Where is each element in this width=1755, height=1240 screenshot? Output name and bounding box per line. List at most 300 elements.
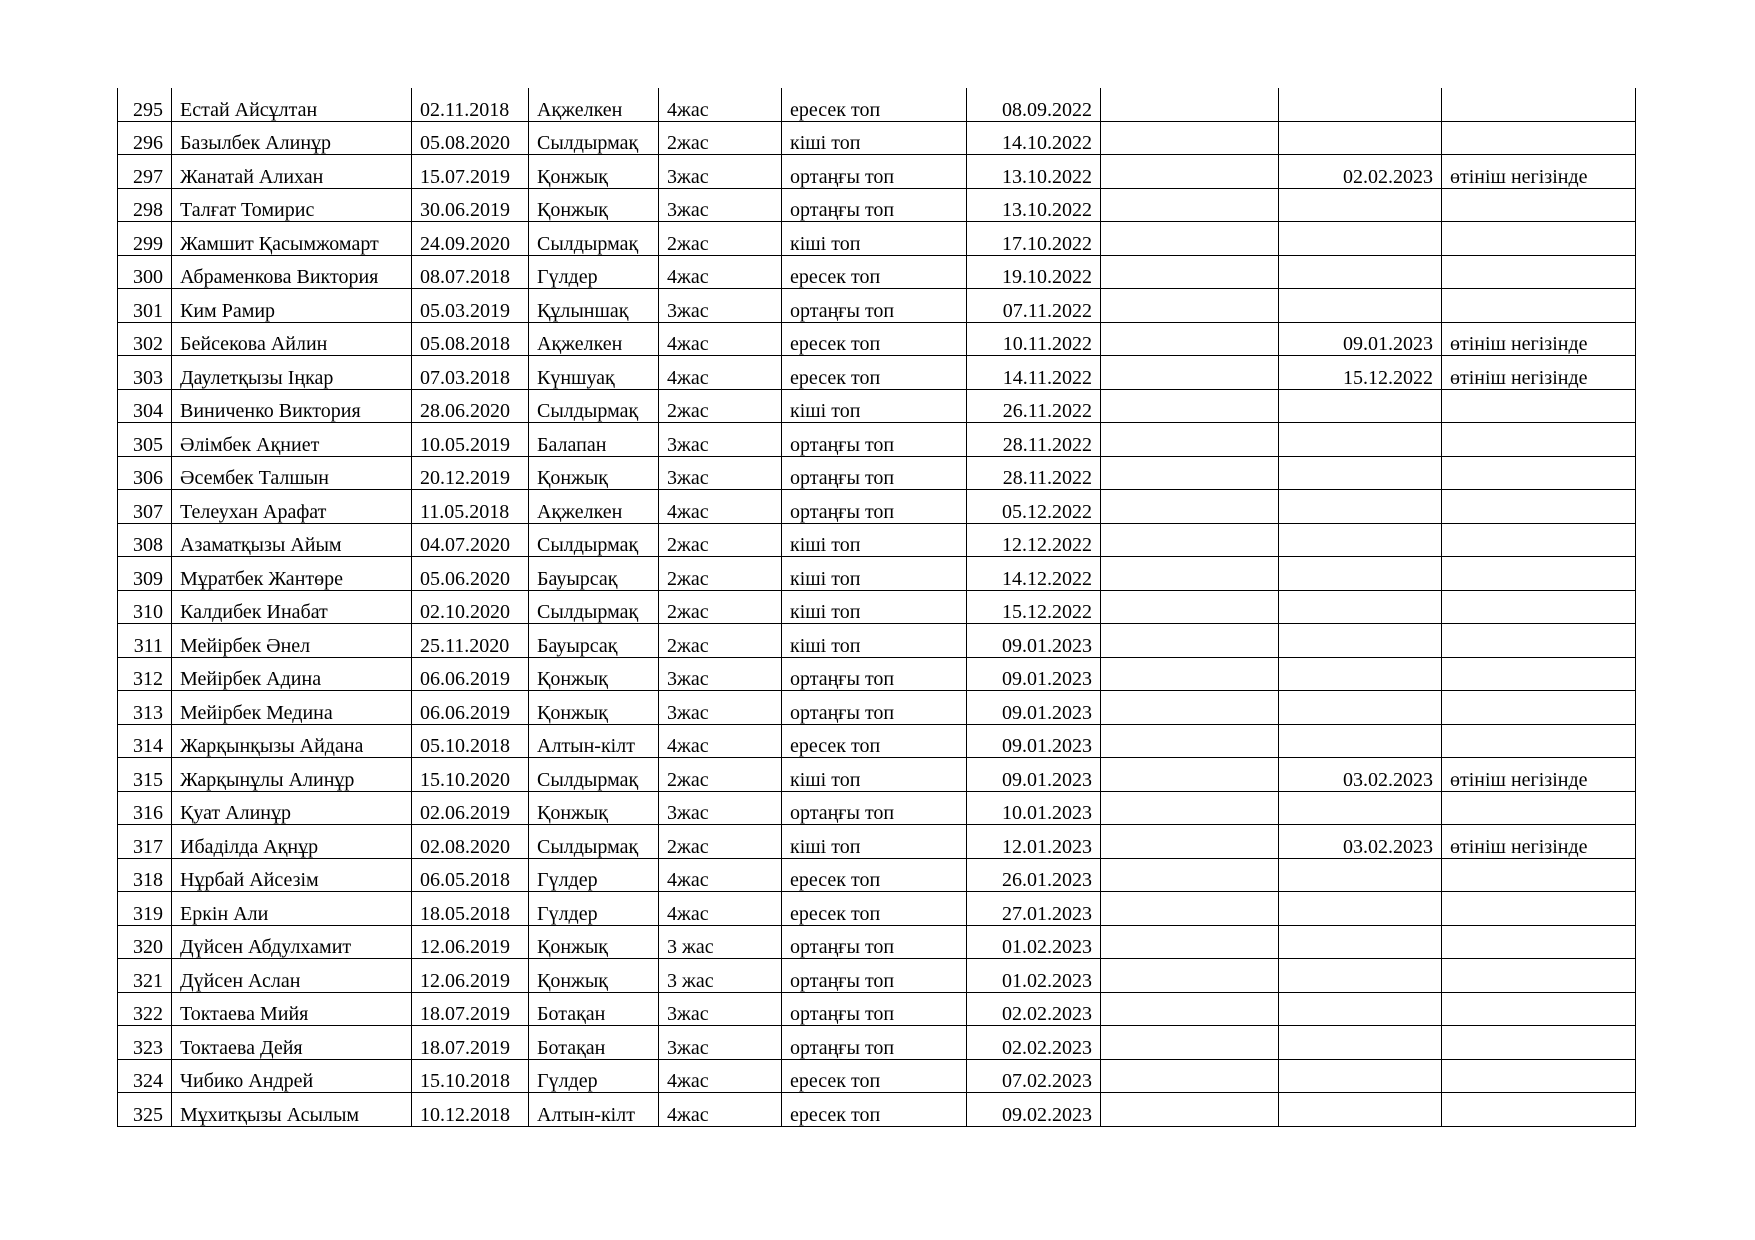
group-level: ортаңғы топ bbox=[782, 791, 967, 825]
group-name: Қонжық bbox=[529, 155, 659, 189]
row-number: 318 bbox=[118, 858, 172, 892]
leave-reason bbox=[1442, 1026, 1636, 1060]
leave-reason bbox=[1442, 925, 1636, 959]
group-level: ересек топ bbox=[782, 858, 967, 892]
row-number: 308 bbox=[118, 523, 172, 557]
leave-date: 03.02.2023 bbox=[1279, 758, 1442, 792]
group-level: ортаңғы топ bbox=[782, 959, 967, 993]
enrollment-date: 26.01.2023 bbox=[967, 858, 1101, 892]
table-row bbox=[118, 121, 1636, 155]
leave-date bbox=[1279, 423, 1442, 457]
leave-date bbox=[1279, 1093, 1442, 1127]
age: 3жас bbox=[659, 791, 782, 825]
empty-cell bbox=[1101, 1093, 1279, 1127]
table-row bbox=[118, 892, 1636, 926]
group-name: Сылдырмақ bbox=[529, 825, 659, 859]
child-name: Естай Айсұлтан bbox=[172, 88, 412, 121]
child-name: Абраменкова Виктория bbox=[172, 255, 412, 289]
table-row bbox=[118, 222, 1636, 256]
leave-reason bbox=[1442, 121, 1636, 155]
enrollment-table bbox=[117, 88, 1636, 1127]
group-level: ересек топ bbox=[782, 88, 967, 121]
enrollment-date: 09.02.2023 bbox=[967, 1093, 1101, 1127]
birth-date: 18.07.2019 bbox=[412, 1026, 529, 1060]
child-name: Дүйсен Абдулхамит bbox=[172, 925, 412, 959]
enrollment-date: 19.10.2022 bbox=[967, 255, 1101, 289]
group-level: кіші топ bbox=[782, 624, 967, 658]
birth-date: 18.05.2018 bbox=[412, 892, 529, 926]
group-level: кіші топ bbox=[782, 825, 967, 859]
birth-date: 10.12.2018 bbox=[412, 1093, 529, 1127]
empty-cell bbox=[1101, 724, 1279, 758]
empty-cell bbox=[1101, 88, 1279, 121]
child-name: Виниченко Виктория bbox=[172, 389, 412, 423]
age: 4жас bbox=[659, 356, 782, 390]
leave-reason: өтініш негізінде bbox=[1442, 322, 1636, 356]
table-row bbox=[118, 557, 1636, 591]
leave-date: 03.02.2023 bbox=[1279, 825, 1442, 859]
table-row bbox=[118, 389, 1636, 423]
birth-date: 05.03.2019 bbox=[412, 289, 529, 323]
leave-reason bbox=[1442, 624, 1636, 658]
leave-date bbox=[1279, 557, 1442, 591]
enrollment-date: 28.11.2022 bbox=[967, 423, 1101, 457]
child-name: Ибаділда Ақнұр bbox=[172, 825, 412, 859]
table-row bbox=[118, 590, 1636, 624]
group-level: ортаңғы топ bbox=[782, 490, 967, 524]
child-name: Азаматқызы Айым bbox=[172, 523, 412, 557]
age: 2жас bbox=[659, 590, 782, 624]
leave-date bbox=[1279, 1026, 1442, 1060]
child-name: Даулетқызы Іңкар bbox=[172, 356, 412, 390]
child-name: Калдибек Инабат bbox=[172, 590, 412, 624]
leave-reason: өтініш негізінде bbox=[1442, 356, 1636, 390]
row-number: 316 bbox=[118, 791, 172, 825]
empty-cell bbox=[1101, 255, 1279, 289]
age: 3жас bbox=[659, 1026, 782, 1060]
enrollment-date: 09.01.2023 bbox=[967, 724, 1101, 758]
empty-cell bbox=[1101, 322, 1279, 356]
age: 2жас bbox=[659, 523, 782, 557]
birth-date: 05.08.2020 bbox=[412, 121, 529, 155]
row-number: 307 bbox=[118, 490, 172, 524]
empty-cell bbox=[1101, 657, 1279, 691]
leave-date bbox=[1279, 188, 1442, 222]
age: 4жас bbox=[659, 892, 782, 926]
leave-date bbox=[1279, 389, 1442, 423]
birth-date: 15.07.2019 bbox=[412, 155, 529, 189]
group-name: Бауырсақ bbox=[529, 624, 659, 658]
child-name: Еркін Али bbox=[172, 892, 412, 926]
child-name: Мұхитқызы Асылым bbox=[172, 1093, 412, 1127]
row-number: 300 bbox=[118, 255, 172, 289]
row-number: 309 bbox=[118, 557, 172, 591]
enrollment-date: 17.10.2022 bbox=[967, 222, 1101, 256]
leave-date bbox=[1279, 1059, 1442, 1093]
birth-date: 11.05.2018 bbox=[412, 490, 529, 524]
enrollment-date: 05.12.2022 bbox=[967, 490, 1101, 524]
group-level: ортаңғы топ bbox=[782, 1026, 967, 1060]
group-level: ортаңғы топ bbox=[782, 188, 967, 222]
leave-date bbox=[1279, 289, 1442, 323]
row-number: 320 bbox=[118, 925, 172, 959]
enrollment-date: 10.01.2023 bbox=[967, 791, 1101, 825]
enrollment-date: 15.12.2022 bbox=[967, 590, 1101, 624]
child-name: Токтаева Дейя bbox=[172, 1026, 412, 1060]
row-number: 317 bbox=[118, 825, 172, 859]
birth-date: 30.06.2019 bbox=[412, 188, 529, 222]
row-number: 303 bbox=[118, 356, 172, 390]
table-row bbox=[118, 1059, 1636, 1093]
table-row bbox=[118, 992, 1636, 1026]
group-name: Ақжелкен bbox=[529, 88, 659, 121]
age: 3жас bbox=[659, 289, 782, 323]
group-name: Ботақан bbox=[529, 992, 659, 1026]
leave-date bbox=[1279, 222, 1442, 256]
empty-cell bbox=[1101, 389, 1279, 423]
group-name: Сылдырмақ bbox=[529, 590, 659, 624]
table-row bbox=[118, 1093, 1636, 1127]
enrollment-date: 09.01.2023 bbox=[967, 691, 1101, 725]
leave-reason bbox=[1442, 557, 1636, 591]
leave-date bbox=[1279, 892, 1442, 926]
group-name: Балапан bbox=[529, 423, 659, 457]
birth-date: 08.07.2018 bbox=[412, 255, 529, 289]
leave-reason bbox=[1442, 992, 1636, 1026]
row-number: 314 bbox=[118, 724, 172, 758]
empty-cell bbox=[1101, 624, 1279, 658]
age: 4жас bbox=[659, 322, 782, 356]
empty-cell bbox=[1101, 456, 1279, 490]
age: 3жас bbox=[659, 423, 782, 457]
empty-cell bbox=[1101, 691, 1279, 725]
table-row bbox=[118, 523, 1636, 557]
group-level: ортаңғы топ bbox=[782, 657, 967, 691]
enrollment-date: 07.02.2023 bbox=[967, 1059, 1101, 1093]
group-level: кіші топ bbox=[782, 523, 967, 557]
table-row bbox=[118, 657, 1636, 691]
enrollment-date: 12.01.2023 bbox=[967, 825, 1101, 859]
table-row bbox=[118, 423, 1636, 457]
leave-reason bbox=[1442, 858, 1636, 892]
enrollment-date: 02.02.2023 bbox=[967, 1026, 1101, 1060]
leave-reason bbox=[1442, 423, 1636, 457]
empty-cell bbox=[1101, 188, 1279, 222]
leave-reason bbox=[1442, 959, 1636, 993]
empty-cell bbox=[1101, 959, 1279, 993]
row-number: 313 bbox=[118, 691, 172, 725]
enrollment-date: 14.12.2022 bbox=[967, 557, 1101, 591]
empty-cell bbox=[1101, 356, 1279, 390]
age: 2жас bbox=[659, 758, 782, 792]
age: 3жас bbox=[659, 657, 782, 691]
group-name: Сылдырмақ bbox=[529, 389, 659, 423]
leave-reason bbox=[1442, 188, 1636, 222]
group-level: ортаңғы топ bbox=[782, 289, 967, 323]
leave-reason bbox=[1442, 791, 1636, 825]
table-row bbox=[118, 691, 1636, 725]
table-row bbox=[118, 490, 1636, 524]
leave-date bbox=[1279, 657, 1442, 691]
empty-cell bbox=[1101, 557, 1279, 591]
enrollment-date: 09.01.2023 bbox=[967, 758, 1101, 792]
leave-date bbox=[1279, 724, 1442, 758]
child-name: Мейірбек Адина bbox=[172, 657, 412, 691]
table-row bbox=[118, 791, 1636, 825]
table-row bbox=[118, 456, 1636, 490]
enrollment-date: 07.11.2022 bbox=[967, 289, 1101, 323]
row-number: 311 bbox=[118, 624, 172, 658]
child-name: Мұратбек Жантөре bbox=[172, 557, 412, 591]
leave-reason bbox=[1442, 523, 1636, 557]
age: 4жас bbox=[659, 1093, 782, 1127]
birth-date: 05.08.2018 bbox=[412, 322, 529, 356]
leave-date bbox=[1279, 490, 1442, 524]
child-name: Дүйсен Аслан bbox=[172, 959, 412, 993]
leave-reason bbox=[1442, 289, 1636, 323]
child-name: Жарқынұлы Алинұр bbox=[172, 758, 412, 792]
leave-date bbox=[1279, 255, 1442, 289]
table-row bbox=[118, 959, 1636, 993]
empty-cell bbox=[1101, 758, 1279, 792]
row-number: 305 bbox=[118, 423, 172, 457]
enrollment-date: 26.11.2022 bbox=[967, 389, 1101, 423]
table-row bbox=[118, 155, 1636, 189]
empty-cell bbox=[1101, 222, 1279, 256]
group-level: ересек топ bbox=[782, 1093, 967, 1127]
group-level: кіші топ bbox=[782, 389, 967, 423]
leave-reason bbox=[1442, 1059, 1636, 1093]
birth-date: 18.07.2019 bbox=[412, 992, 529, 1026]
group-name: Құлыншақ bbox=[529, 289, 659, 323]
row-number: 319 bbox=[118, 892, 172, 926]
row-number: 321 bbox=[118, 959, 172, 993]
empty-cell bbox=[1101, 590, 1279, 624]
child-name: Мейірбек Медина bbox=[172, 691, 412, 725]
empty-cell bbox=[1101, 925, 1279, 959]
leave-date bbox=[1279, 691, 1442, 725]
leave-date bbox=[1279, 858, 1442, 892]
child-name: Қуат Алинұр bbox=[172, 791, 412, 825]
child-name: Әлімбек Ақниет bbox=[172, 423, 412, 457]
child-name: Телеухан Арафат bbox=[172, 490, 412, 524]
table-row bbox=[118, 925, 1636, 959]
child-name: Жамшит Қасымжомарт bbox=[172, 222, 412, 256]
birth-date: 02.10.2020 bbox=[412, 590, 529, 624]
row-number: 324 bbox=[118, 1059, 172, 1093]
group-name: Қонжық bbox=[529, 657, 659, 691]
group-level: ересек топ bbox=[782, 356, 967, 390]
group-level: ортаңғы топ bbox=[782, 992, 967, 1026]
leave-date bbox=[1279, 624, 1442, 658]
group-name: Қонжық bbox=[529, 959, 659, 993]
leave-reason bbox=[1442, 456, 1636, 490]
enrollment-date: 28.11.2022 bbox=[967, 456, 1101, 490]
birth-date: 06.06.2019 bbox=[412, 691, 529, 725]
row-number: 302 bbox=[118, 322, 172, 356]
enrollment-date: 14.10.2022 bbox=[967, 121, 1101, 155]
leave-date bbox=[1279, 590, 1442, 624]
leave-reason bbox=[1442, 490, 1636, 524]
group-name: Гүлдер bbox=[529, 892, 659, 926]
leave-reason bbox=[1442, 255, 1636, 289]
leave-date bbox=[1279, 456, 1442, 490]
age: 2жас bbox=[659, 825, 782, 859]
group-level: ересек топ bbox=[782, 1059, 967, 1093]
child-name: Ким Рамир bbox=[172, 289, 412, 323]
birth-date: 25.11.2020 bbox=[412, 624, 529, 658]
empty-cell bbox=[1101, 1059, 1279, 1093]
group-name: Қонжық bbox=[529, 925, 659, 959]
table-row bbox=[118, 188, 1636, 222]
child-name: Талғат Томирис bbox=[172, 188, 412, 222]
leave-reason bbox=[1442, 222, 1636, 256]
group-name: Қонжық bbox=[529, 691, 659, 725]
age: 4жас bbox=[659, 88, 782, 121]
child-name: Нұрбай Айсезім bbox=[172, 858, 412, 892]
child-name: Жарқынқызы Айдана bbox=[172, 724, 412, 758]
group-level: ортаңғы топ bbox=[782, 423, 967, 457]
birth-date: 06.05.2018 bbox=[412, 858, 529, 892]
enrollment-date: 01.02.2023 bbox=[967, 925, 1101, 959]
child-name: Базылбек Алинұр bbox=[172, 121, 412, 155]
enrollment-date: 12.12.2022 bbox=[967, 523, 1101, 557]
enrollment-date: 14.11.2022 bbox=[967, 356, 1101, 390]
birth-date: 06.06.2019 bbox=[412, 657, 529, 691]
group-level: кіші топ bbox=[782, 758, 967, 792]
group-name: Гүлдер bbox=[529, 1059, 659, 1093]
child-name: Мейірбек Әнел bbox=[172, 624, 412, 658]
empty-cell bbox=[1101, 858, 1279, 892]
empty-cell bbox=[1101, 121, 1279, 155]
birth-date: 05.10.2018 bbox=[412, 724, 529, 758]
table-row bbox=[118, 758, 1636, 792]
birth-date: 12.06.2019 bbox=[412, 925, 529, 959]
empty-cell bbox=[1101, 825, 1279, 859]
leave-date bbox=[1279, 88, 1442, 121]
group-level: ортаңғы топ bbox=[782, 691, 967, 725]
group-level: ортаңғы топ bbox=[782, 155, 967, 189]
group-name: Қонжық bbox=[529, 188, 659, 222]
age: 3 жас bbox=[659, 925, 782, 959]
enrollment-date: 01.02.2023 bbox=[967, 959, 1101, 993]
age: 4жас bbox=[659, 255, 782, 289]
leave-reason bbox=[1442, 88, 1636, 121]
birth-date: 05.06.2020 bbox=[412, 557, 529, 591]
group-name: Ақжелкен bbox=[529, 490, 659, 524]
group-name: Сылдырмақ bbox=[529, 121, 659, 155]
age: 3 жас bbox=[659, 959, 782, 993]
age: 4жас bbox=[659, 490, 782, 524]
age: 4жас bbox=[659, 858, 782, 892]
leave-reason bbox=[1442, 892, 1636, 926]
birth-date: 04.07.2020 bbox=[412, 523, 529, 557]
group-name: Ақжелкен bbox=[529, 322, 659, 356]
row-number: 325 bbox=[118, 1093, 172, 1127]
empty-cell bbox=[1101, 791, 1279, 825]
child-name: Чибико Андрей bbox=[172, 1059, 412, 1093]
birth-date: 10.05.2019 bbox=[412, 423, 529, 457]
group-level: кіші топ bbox=[782, 557, 967, 591]
age: 2жас bbox=[659, 121, 782, 155]
enrollment-date: 09.01.2023 bbox=[967, 657, 1101, 691]
child-name: Бейсекова Айлин bbox=[172, 322, 412, 356]
row-number: 306 bbox=[118, 456, 172, 490]
empty-cell bbox=[1101, 423, 1279, 457]
birth-date: 24.09.2020 bbox=[412, 222, 529, 256]
age: 2жас bbox=[659, 222, 782, 256]
group-name: Гүлдер bbox=[529, 255, 659, 289]
group-level: ересек топ bbox=[782, 724, 967, 758]
leave-reason bbox=[1442, 691, 1636, 725]
enrollment-table-body bbox=[118, 88, 1636, 1126]
group-name: Сылдырмақ bbox=[529, 222, 659, 256]
leave-date bbox=[1279, 925, 1442, 959]
group-level: кіші топ bbox=[782, 222, 967, 256]
birth-date: 07.03.2018 bbox=[412, 356, 529, 390]
group-name: Ботақан bbox=[529, 1026, 659, 1060]
enrollment-date: 02.02.2023 bbox=[967, 992, 1101, 1026]
group-level: ортаңғы топ bbox=[782, 456, 967, 490]
age: 3жас bbox=[659, 456, 782, 490]
birth-date: 02.11.2018 bbox=[412, 88, 529, 121]
leave-reason bbox=[1442, 724, 1636, 758]
child-name: Әсембек Талшын bbox=[172, 456, 412, 490]
enrollment-date: 27.01.2023 bbox=[967, 892, 1101, 926]
leave-date: 09.01.2023 bbox=[1279, 322, 1442, 356]
group-name: Алтын-кілт bbox=[529, 1093, 659, 1127]
leave-date bbox=[1279, 791, 1442, 825]
row-number: 315 bbox=[118, 758, 172, 792]
group-name: Күншуақ bbox=[529, 356, 659, 390]
birth-date: 28.06.2020 bbox=[412, 389, 529, 423]
birth-date: 12.06.2019 bbox=[412, 959, 529, 993]
leave-reason: өтініш негізінде bbox=[1442, 155, 1636, 189]
child-name: Токтаева Мийя bbox=[172, 992, 412, 1026]
enrollment-date: 08.09.2022 bbox=[967, 88, 1101, 121]
group-name: Сылдырмақ bbox=[529, 758, 659, 792]
row-number: 310 bbox=[118, 590, 172, 624]
table-row bbox=[118, 624, 1636, 658]
row-number: 297 bbox=[118, 155, 172, 189]
age: 2жас bbox=[659, 389, 782, 423]
leave-date: 02.02.2023 bbox=[1279, 155, 1442, 189]
age: 3жас bbox=[659, 155, 782, 189]
leave-date bbox=[1279, 121, 1442, 155]
age: 4жас bbox=[659, 724, 782, 758]
group-name: Бауырсақ bbox=[529, 557, 659, 591]
row-number: 304 bbox=[118, 389, 172, 423]
group-name: Қонжық bbox=[529, 791, 659, 825]
child-name: Жанатай Алихан bbox=[172, 155, 412, 189]
empty-cell bbox=[1101, 289, 1279, 323]
leave-reason bbox=[1442, 590, 1636, 624]
leave-reason: өтініш негізінде bbox=[1442, 758, 1636, 792]
row-number: 322 bbox=[118, 992, 172, 1026]
empty-cell bbox=[1101, 523, 1279, 557]
enrollment-date: 09.01.2023 bbox=[967, 624, 1101, 658]
empty-cell bbox=[1101, 155, 1279, 189]
row-number: 296 bbox=[118, 121, 172, 155]
leave-date bbox=[1279, 523, 1442, 557]
row-number: 299 bbox=[118, 222, 172, 256]
age: 2жас bbox=[659, 557, 782, 591]
table-row bbox=[118, 825, 1636, 859]
row-number: 323 bbox=[118, 1026, 172, 1060]
row-number: 295 bbox=[118, 88, 172, 121]
leave-reason: өтініш негізінде bbox=[1442, 825, 1636, 859]
table-row bbox=[118, 289, 1636, 323]
